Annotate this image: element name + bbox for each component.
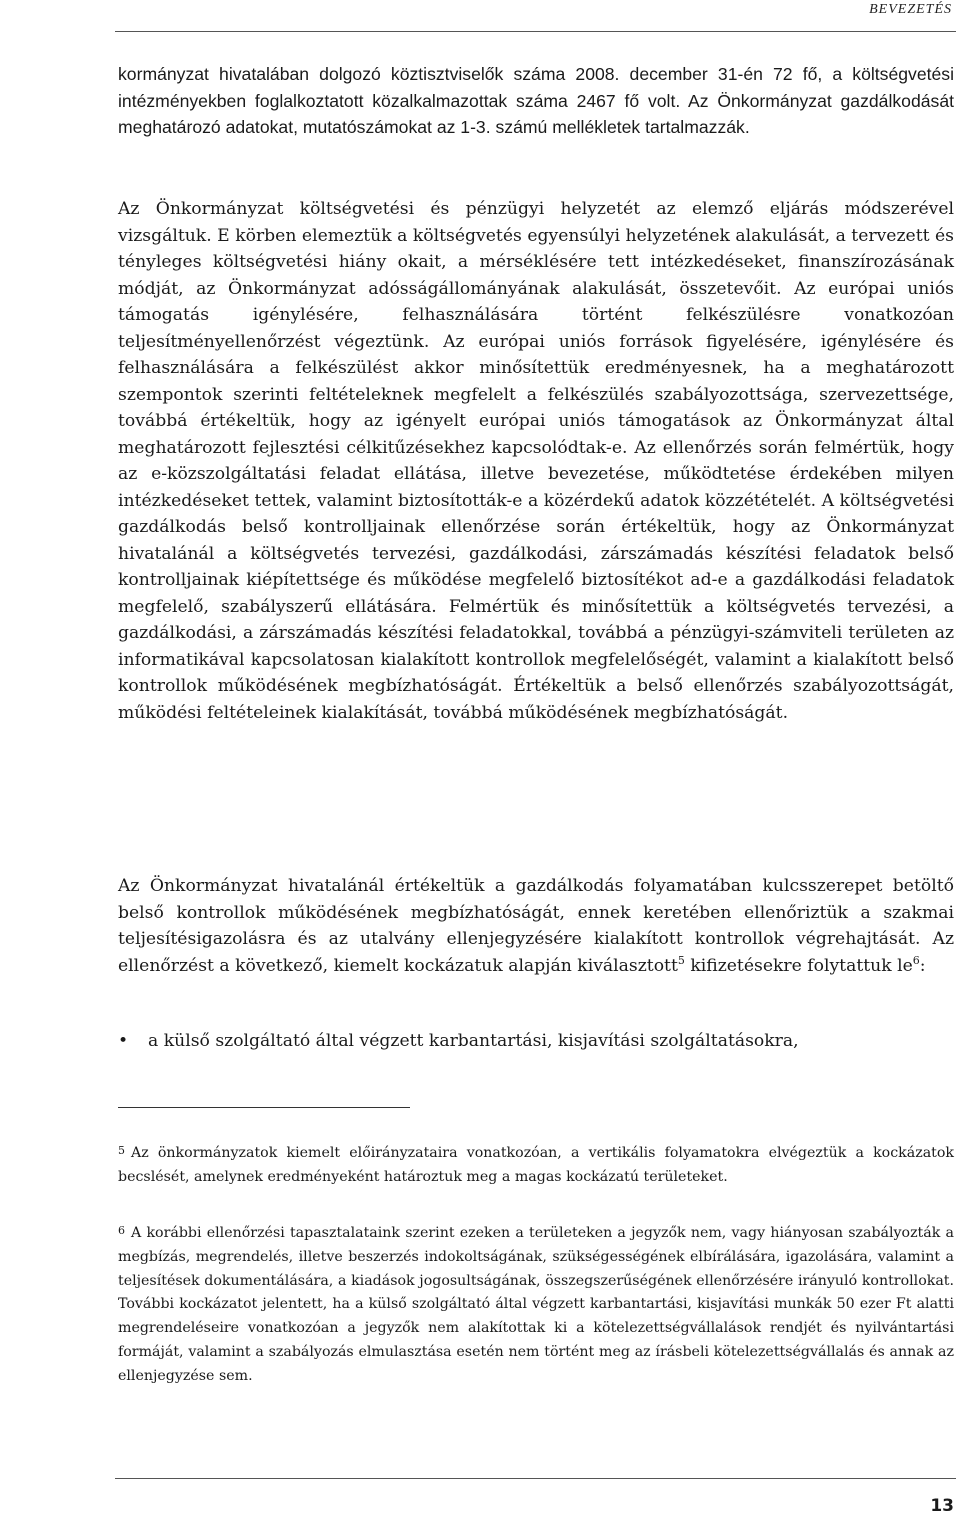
footnote-5 [118, 1139, 954, 1190]
footnote-6 [118, 1219, 954, 1389]
footnote-reference-6[interactable]: 6 [912, 953, 920, 967]
list-item-text: a külső szolgáltató által végzett karbantartási, kisjavítási szolgáltatásokra, [148, 1031, 799, 1051]
paragraph-text-end: : [919, 955, 926, 976]
footnote-divider [118, 1107, 410, 1108]
paragraph-text: Az Önkormányzat hivatalánál értékeltük a gazdálkodás folyamatában kulcsszerepet betöltő belső kontrollok működésének megbízhatóságát, ennek keretében ellenőriztük a szakmai teljesítésigazolásra és az utalvány ellenjegyzésére kialakított kontrollok végrehajtását. Az ellenőrzést a következő, kiemelt kockázatuk alapján kiválasztott [118, 876, 954, 976]
bullet-icon: • [118, 1031, 129, 1051]
footnote-reference-5[interactable]: 5 [677, 953, 685, 967]
footer-divider [115, 1478, 956, 1479]
paragraph-text-continued: kifizetésekre folytattuk le [684, 955, 913, 976]
footnote-text: A korábbi ellenőrzési tapasztalataink szerint ezeken a területeken a jegyzők nem, vagy hiányosan szabályozták a megbízás, megrendelés, illetve beszerzés indokoltságának, szükségességének elbírálására, igazolására, valamint a teljesítések dokumentálására, a kiadások jogosultságának, összegszerűségének ellenőrzésére irányuló kontrollokat. További kockázatot jelentett, ha a külső szolgáltató által végzett karbantartási, kisjavítási munkák 50 ezer Ft alatti megrendeléseire vonatkozóan a jegyzők nem alakítottak ki a kötelezettségvállalások rendjét és nyilvántartási formáját, valamint a szabályozás elmulasztása esetén nem történt meg az írásbeli kötelezettségvállalás és annak az ellenjegyzése sem. [118, 1225, 954, 1384]
header-divider [115, 31, 956, 32]
paragraph-staff-numbers: kormányzat hivatalában dolgozó köztisztviselők száma 2008. december 31-én 72 fő, a költségvetési intézményekben foglalkoztatott közalkalmazottak száma 2467 fő volt. Az Önkormányzat gazdálkodását meghatározó adatokat, mutatószámokat az 1-3. számú mellékletek tartalmazzák. [118, 64, 954, 137]
footnote-number: 5 [118, 1144, 125, 1157]
running-header: BEVEZETÉS [869, 2, 952, 17]
paragraph-audit-methods: Az Önkormányzat költségvetési és pénzügyi helyzetét az elemző eljárás módszerével vizsgáltuk. E körben elemeztük a költségvetés egyensúlyi helyzetének alakulását, a tervezett és tényleges költségvetési hiány okait, a mérséklésére tett intézkedéseket, finanszírozásának módját, az Önkormányzat adósságállományának alakulását, összetevőit. Az európai uniós támogatás igénylésére, felhasználására történt felkészülésre vonatkozóan teljesítményellenőrzést végeztünk. Az európai uniós források figyelésére, igénylésére és felhasználására a felkészülést akkor minősítettük eredményesnek, ha a meghatározott szempontok szerinti feltételeknek megfelelt a felkészülés szabályozottsága, szervezettsége, továbbá értékeltük, hogy az igényelt európai uniós támogatások az Önkormányzat által meghatározott fejlesztési célkitűzésekhez kapcsolódtak-e. Az ellenőrzés során felmértük, hogy az e-közszolgáltatási feladat ellátása, illetve bevezetése, működtetése érdekében milyen intézkedéseket tettek, valamint biztosították-e a közérdekű adatok közzétételét. A költségvetési gazdálkodás belső kontrolljainak ellenőrzése során értékeltük, hogy az Önkormányzat hivatalánál a költségvetés tervezési, gazdálkodási, zárszámadás készítési feladatok belső kontrolljainak kiépítettsége és működése megfelelő biztosítékot ad-e a gazdálkodási feladatok megfelelő, szabályszerű ellátására. Felmértük és minősítettük a költségvetés tervezési, a gazdálkodási, a zárszámadás készítési feladatokkal, továbbá a pénzügyi-számviteli területen az informatikával kapcsolatosan kialakított kontrollok megfelelőségét, valamint a kialakított belső kontrollok működésének megbízhatóságát. Értékeltük a belső ellenőrzés szabályozottságát, működési feltételeinek kialakítását, továbbá működésének megbízhatóságát. [118, 199, 954, 723]
footnote-text: Az önkormányzatok kiemelt előirányzataira vonatkozóan, a vertikális folyamatokra elvégeztük a kockázatok becslését, amelynek eredményeként határoztuk meg a magas kockázatú területeket. [118, 1145, 954, 1185]
footnote-number: 6 [118, 1224, 125, 1237]
page-number: 13 [930, 1496, 954, 1516]
paragraph-internal-controls [118, 873, 954, 979]
